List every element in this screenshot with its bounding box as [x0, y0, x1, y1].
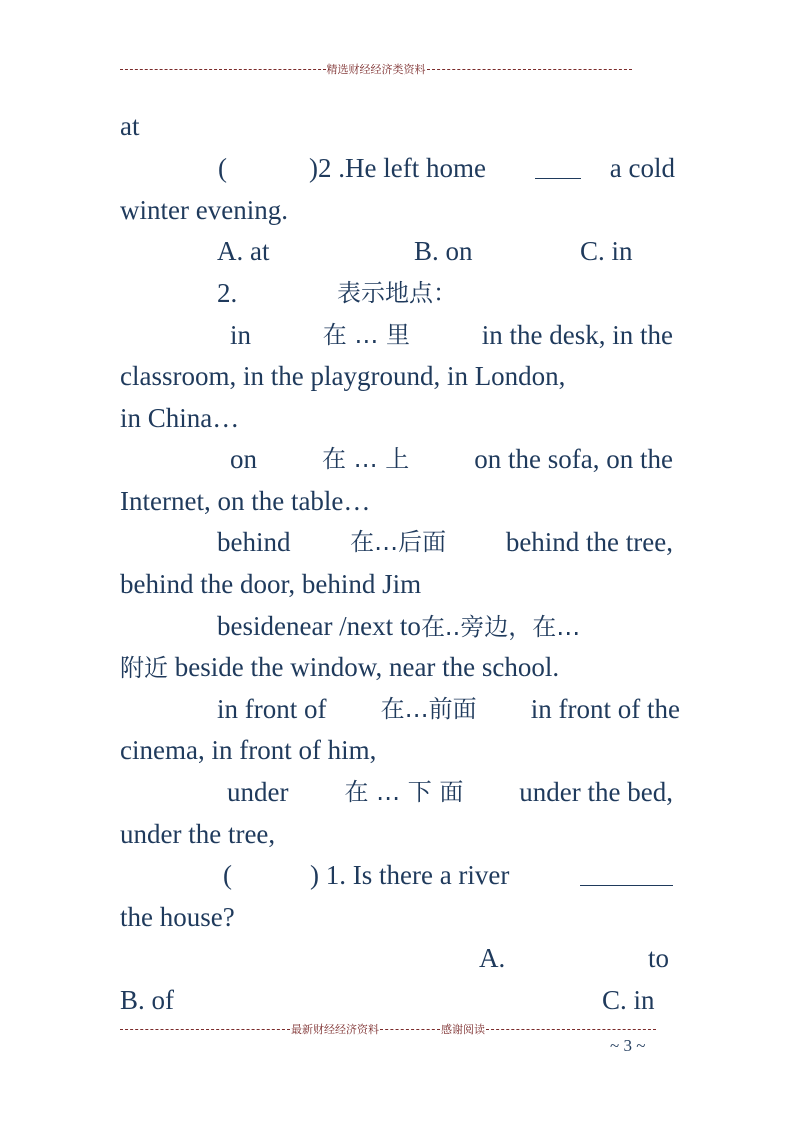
under-examples-line2: under the tree, [120, 819, 276, 849]
q2-option-c: C. in [580, 236, 633, 266]
in-front-of-word: in front of [217, 694, 327, 724]
q2-stem-tail: a cold [609, 153, 675, 183]
behind-meaning: 在…后面 [350, 528, 447, 556]
footer-rule-left [120, 1029, 290, 1030]
footer-rule-middle [380, 1029, 440, 1030]
q1-option-a-value: to [648, 943, 670, 973]
q2-answer-blank [535, 152, 581, 179]
in-examples-line3: in China… [120, 403, 240, 433]
under-examples: under the bed, [519, 777, 673, 807]
under-meaning: 在 … 下 面 [344, 778, 464, 806]
q1-answer-blank [580, 859, 673, 886]
page-footer [120, 1021, 656, 1037]
on-meaning: 在 … 上 [322, 445, 410, 473]
on-examples: on the sofa, on the [474, 444, 673, 474]
q1-option-a-label: A. [479, 943, 506, 973]
header-rule-left [120, 69, 326, 70]
in-meaning: 在 … 里 [322, 321, 411, 349]
in-front-of-entry [217, 693, 680, 725]
header-rule-right [427, 69, 633, 70]
beside-examples: beside the window, near the school. [174, 652, 560, 682]
under-entry [227, 776, 673, 808]
on-entry [230, 443, 673, 475]
beside-entry-line2 [120, 651, 559, 684]
beside-entry [217, 610, 580, 643]
under-word: under [227, 777, 289, 807]
in-examples: in the desk, in the [481, 320, 673, 350]
behind-examples-line2: behind the door, behind Jim [120, 569, 422, 599]
q2-option-b: B. on [414, 236, 473, 266]
in-examples-line2: classroom, in the playground, in London, [120, 361, 566, 391]
footer-rule-right [486, 1029, 656, 1030]
section-2-number: 2. [217, 278, 238, 308]
footer-label-right: 感谢阅读 [441, 1023, 485, 1036]
header-label: 精选财经经济类资料 [326, 63, 426, 76]
footer-label-left: 最新财经经济资料 [291, 1023, 379, 1036]
q2-option-a: A. at [217, 236, 270, 266]
on-examples-line2: Internet, on the table… [120, 486, 371, 516]
in-front-of-examples: in front of the [530, 694, 680, 724]
q2-open-paren: ( [218, 153, 227, 183]
page-number: ~ 3 ~ [610, 1036, 646, 1055]
line-at: at [120, 111, 140, 141]
beside-word: besidenear /next to [217, 611, 421, 641]
q1-stem: ) 1. Is there a river [310, 860, 510, 890]
beside-meaning-2: 附近 [120, 654, 168, 682]
section-2-title: 表示地点： [337, 279, 457, 307]
behind-entry [217, 526, 673, 558]
on-word: on [230, 444, 257, 474]
in-word: in [230, 320, 252, 350]
in-front-of-meaning: 在…前面 [380, 695, 477, 723]
q1-option-b: B. of [120, 985, 174, 1015]
q2-stem: )2 .He left home [309, 153, 486, 183]
behind-word: behind [217, 527, 291, 557]
q1-option-c: C. in [602, 985, 655, 1015]
q2-stem-line2: winter evening. [120, 195, 288, 225]
page-header [120, 61, 632, 77]
in-entry [230, 319, 673, 351]
behind-examples: behind the tree, [505, 527, 673, 557]
in-front-of-examples-line2: cinema, in front of him, [120, 735, 377, 765]
q1-open-paren: ( [223, 860, 232, 890]
beside-meaning: 在..旁边，在… [420, 613, 581, 641]
q1-stem-line2: the house? [120, 902, 235, 932]
